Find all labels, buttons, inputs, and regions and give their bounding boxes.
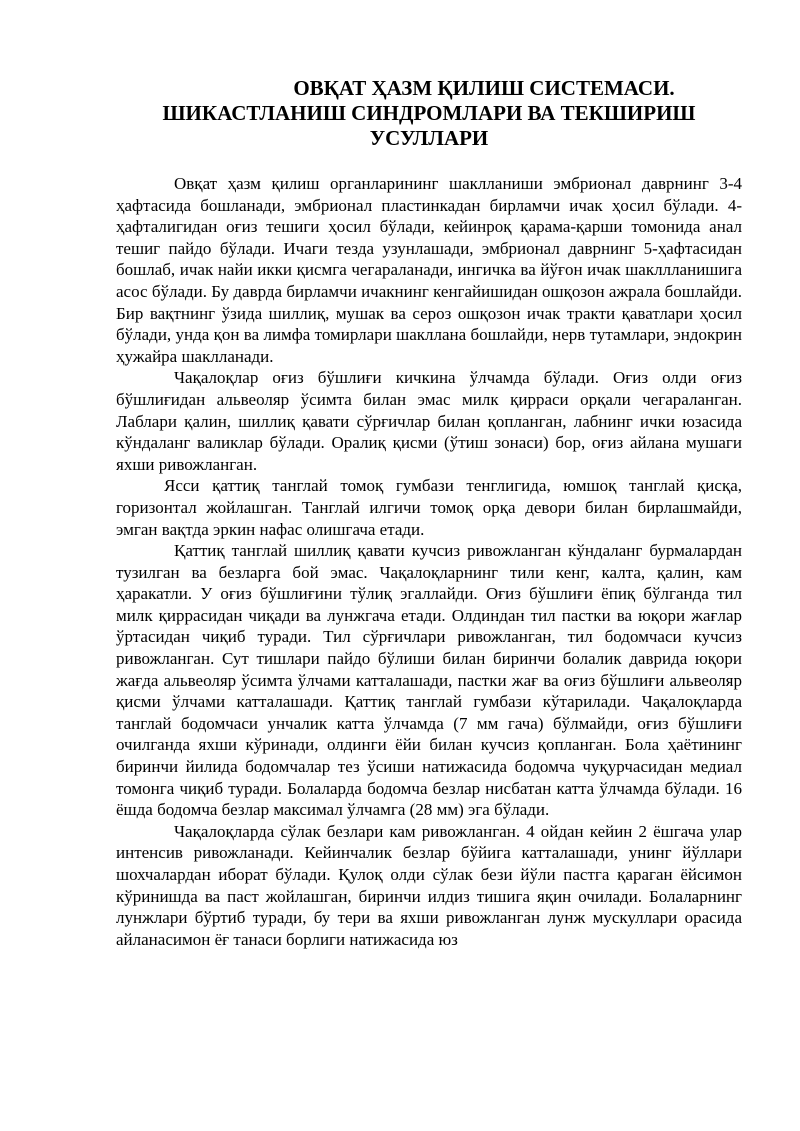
document-body (116, 173, 742, 950)
title-line-1: ОВҚАТ ҲАЗМ ҚИЛИШ СИСТЕМАСИ. (293, 76, 675, 100)
paragraph-3: Ясси қаттиқ танглай томоқ гумбази тенглигида, юмшоқ танглай қисқа, горизонтал жойлашган. Танглай илгичи томоқ орқа девори билан бирлашмайди, эмган вақтда эркин нафас олишгача етади. (116, 476, 742, 539)
paragraph-2: Чақалоқлар оғиз бўшлиғи кичкина ўлчамда бўлади. Оғиз олди оғиз бўшлиғидан альвеоляр ўсимта билан эмас милк қирраси орқали чегараланган. Лаблари қалин, шиллиқ қавати сўрғичлар билан қопланган, лабнинг ички юзасида кўндаланг валиклар бўлади. Оралиқ қисми (ўтиш зонаси) бор, оғиз айлана мушаги яхши ривожланган. (116, 368, 742, 474)
paragraph-5: Чақалоқларда сўлак безлари кам ривожланган. 4 ойдан кейин 2 ёшгача улар интенсив ривожланади. Кейинчалик безлар бўйига катталашади, унинг йўллари шохчалардан иборат бўлади. Қулоқ олди сўлак бези йўли пастга қараган ёйсимон кўринишда ва паст жойлашган, биринчи илдиз тишига яқин очилади. Болаларнинг лунжлари бўртиб туради, бу тери ва яхши ривожланган лунж мускуллари орасида айланасимон ёғ танаси борлиги натижасида юз (116, 821, 742, 949)
document-title (116, 76, 742, 151)
title-line-3: УСУЛЛАРИ (369, 126, 489, 150)
title-line-2: ШИКАСТЛАНИШ СИНДРОМЛАРИ ВА ТЕКШИРИШ (162, 101, 696, 125)
paragraph-1: Овқат ҳазм қилиш органларининг шаклланиши эмбрионал даврнинг 3-4 ҳафтасида бошланади, эмбрионал пластинкадан бирламчи ичак ҳосил бўлади. 4-ҳафталигидан оғиз тешиги ҳосил бўлади, кейинроқ қарама-қарши томонида анал тешиг пайдо бўлади. Ичаги тезда узунлашади, эмбрионал даврнинг 5-ҳафтасидан бошлаб, ичак найи икки қисмга чегараланади, ингичка ва йўғон ичак шакллланишига асос бўлади. Бу даврда бирламчи ичакнинг кенгайишидан ошқозон ажрала бошлайди. Бир вақтнинг ўзида шиллиқ, мушак ва сероз ошқозон ичак тракти қаватлари ҳосил бўлади, унда қон ва лимфа томирлари шакллана бошлайди, нерв тутамлари, эндокрин ҳужайра шаклланади. (116, 174, 742, 366)
paragraph-4: Қаттиқ танглай шиллиқ қавати кучсиз ривожланган кўндаланг бурмалардан тузилган ва безларга бой эмас. Чақалоқларнинг тили кенг, калта, қалин, кам ҳаракатли. У оғиз бўшлиғини тўлиқ эгаллайди. Оғиз бўшлиғи ёпиқ бўлганда тил милк қиррасидан чиқади ва лунжгача етади. Олдиндан тил пастки ва юқори жағлар ўртасидан чиқиб туради. Тил сўрғичлари ривожланган, тил бодомчаси кучсиз ривожланган. Сут тишлари пайдо бўлиши билан биринчи болалик даврида юқори жағда альвеоляр ўсимта ўлчами катталашади, пастки жағ ва оғиз бўшлиғи альвеоляр қисми ўлчами катталашади. Қаттиқ танглай гумбази кўтарилади. Чақалоқларда танглай бодомчаси унчалик катта ўлчамда (7 мм гача) бўлмайди, оғиз бўшлиғи очилганда яхши кўринади, олдинги ёйи билан кучсиз қопланган. Бола ҳаётининг биринчи йилида бодомчалар тез ўсиши натижасида бодомча чуқурчасидан медиал томонга чиқиб туради. Болаларда бодомча безлар нисбатан катта ўлчамда бўлади. 16 ёшда бодомча безлар максимал ўлчамга (28 мм) эга бўлади. (116, 541, 742, 820)
